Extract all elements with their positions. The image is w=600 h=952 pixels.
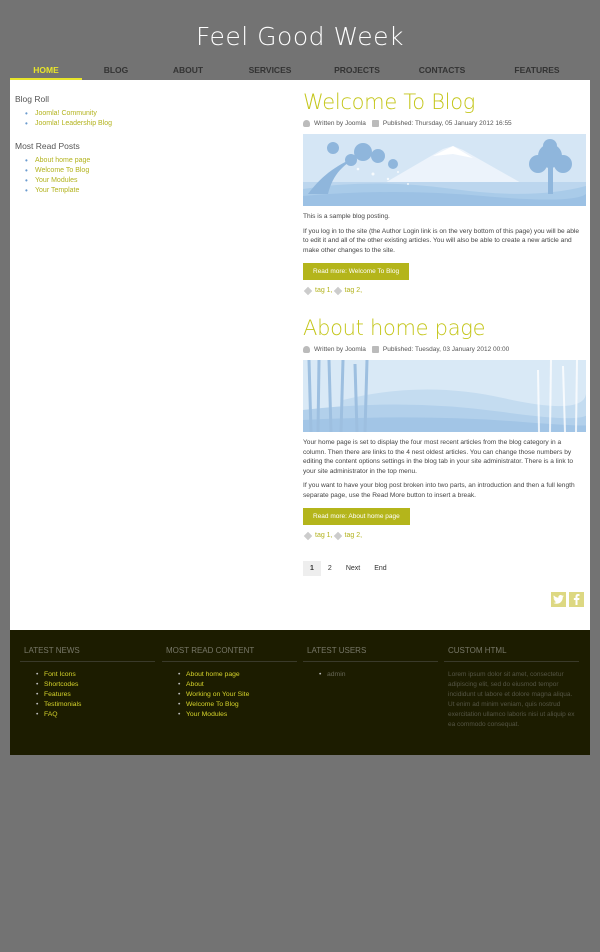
tag-icon [333, 286, 341, 294]
blog-post [303, 90, 586, 294]
tag-link[interactable]: tag 2, [344, 287, 363, 294]
tag-icon [304, 531, 312, 539]
most-read-link[interactable]: • Welcome To Blog [25, 166, 215, 176]
footer-link[interactable]: • Shortcodes [36, 680, 155, 690]
read-more-button[interactable]: Read more: Welcome To Blog [303, 263, 409, 280]
twitter-icon[interactable] [551, 592, 566, 607]
post-author: Written by Joomla [314, 346, 366, 353]
tag-link[interactable]: tag 1, [315, 287, 333, 294]
post-author: Written by Joomla [314, 120, 366, 127]
main-column [303, 90, 586, 576]
nav-blog[interactable]: BLOG [103, 65, 129, 75]
footer-link[interactable]: • Welcome To Blog [178, 700, 297, 710]
calendar-icon [372, 346, 379, 353]
post-paragraph: This is a sample blog posting. [303, 213, 390, 220]
footer-link[interactable]: • Features [36, 690, 155, 700]
footer-latest-users [303, 646, 438, 680]
footer-most-read [162, 646, 297, 720]
user-icon [303, 346, 310, 353]
blogroll-link[interactable]: • Joomla! Leadership Blog [25, 119, 215, 129]
footer-heading: LATEST USERS [303, 646, 438, 662]
most-read-link[interactable]: • Your Template [25, 186, 215, 196]
footer-latest-news [20, 646, 155, 720]
footer-list [36, 670, 155, 720]
post-image-bamboo [303, 360, 586, 432]
post-title[interactable]: About home page [303, 316, 486, 340]
footer-link[interactable]: • About home page [178, 670, 297, 680]
post-paragraph: If you want to have your blog post broken into two parts, an introduction and then a full length separate page, use the Read More button to insert a break. [303, 482, 575, 499]
footer-link[interactable]: • admin [319, 670, 438, 680]
user-icon [303, 120, 310, 127]
facebook-icon[interactable] [569, 592, 584, 607]
page-2-link[interactable]: 2 [327, 565, 332, 572]
calendar-icon [372, 120, 379, 127]
post-image-mountain [303, 134, 586, 206]
post-published: Published: Thursday, 05 January 2012 16:55 [382, 120, 512, 127]
site-title[interactable]: Feel Good Week [196, 22, 404, 51]
footer-custom-html [444, 646, 579, 730]
blogroll-link[interactable]: • Joomla! Community [25, 109, 215, 119]
nav-about[interactable]: ABOUT [172, 65, 204, 75]
footer-link[interactable]: • About [178, 680, 297, 690]
footer [10, 630, 590, 755]
tag-icon [304, 286, 312, 294]
sidebar [15, 94, 215, 208]
tag-icon [333, 531, 341, 539]
most-read-link[interactable]: • Your Modules [25, 176, 215, 186]
nav-projects[interactable]: PROJECTS [334, 65, 380, 75]
nav-contacts[interactable]: CONTACTS [418, 65, 466, 75]
nav-home[interactable]: HOME [10, 60, 82, 80]
blogroll-list [25, 109, 215, 129]
post-tags [303, 532, 586, 539]
nav-features[interactable]: FEATURES [514, 65, 560, 75]
post-paragraph: If you log in to the site (the Author Login link is on the very bottom of this page) you will be able to edit it and all of the other existing articles. You will also be able to create a new article and make other changes to the site. [303, 227, 579, 254]
blogroll-heading: Blog Roll [15, 94, 50, 104]
most-read-link[interactable]: • About home page [25, 156, 215, 166]
tag-link[interactable]: tag 1, [315, 532, 333, 539]
end-page-link[interactable]: End [374, 565, 387, 572]
footer-heading: MOST READ CONTENT [162, 646, 297, 662]
post-title[interactable]: Welcome To Blog [303, 90, 476, 114]
blog-post [303, 316, 586, 539]
read-more-button[interactable]: Read more: About home page [303, 508, 410, 525]
footer-link[interactable]: • FAQ [36, 710, 155, 720]
social-links [551, 592, 584, 607]
post-published: Published: Tuesday, 03 January 2012 00:00 [382, 346, 510, 353]
footer-link[interactable]: • Testimonials [36, 700, 155, 710]
footer-link[interactable]: • Working on Your Site [178, 690, 297, 700]
post-tags [303, 287, 586, 294]
footer-text: Lorem ipsum dolor sit amet, consectetur adipiscing elit, sed do eiusmod tempor incididunt ut labore et dolore magna aliqua. Ut enim ad minim veniam, quis nostrud exercitation ullamco laboris nisi ut aliquip ex ea commodo consequat. [448, 671, 575, 728]
post-paragraph: Your home page is set to display the four most recent articles from the blog category in a column. Then there are links to the 4 nest oldest articles. You can change those numbers by editing the content options settings in the blog tab in your site administrator. There is a link to your site administrator in the top menu. [303, 439, 574, 475]
footer-link[interactable]: • Your Modules [178, 710, 297, 720]
most-read-heading: Most Read Posts [15, 141, 80, 151]
page-1-link[interactable]: 1 [303, 561, 321, 576]
footer-heading: LATEST NEWS [20, 646, 155, 662]
main-nav [10, 60, 590, 80]
pagination [303, 561, 586, 576]
footer-link[interactable]: • Font Icons [36, 670, 155, 680]
content-area [10, 80, 590, 630]
most-read-list [25, 156, 215, 196]
tag-link[interactable]: tag 2, [344, 532, 363, 539]
post-meta [303, 120, 586, 127]
footer-heading: CUSTOM HTML [444, 646, 579, 662]
footer-list [178, 670, 297, 720]
nav-services[interactable]: SERVICES [248, 65, 292, 75]
next-page-link[interactable]: Next [345, 565, 361, 572]
post-meta [303, 346, 586, 353]
footer-list [319, 670, 438, 680]
